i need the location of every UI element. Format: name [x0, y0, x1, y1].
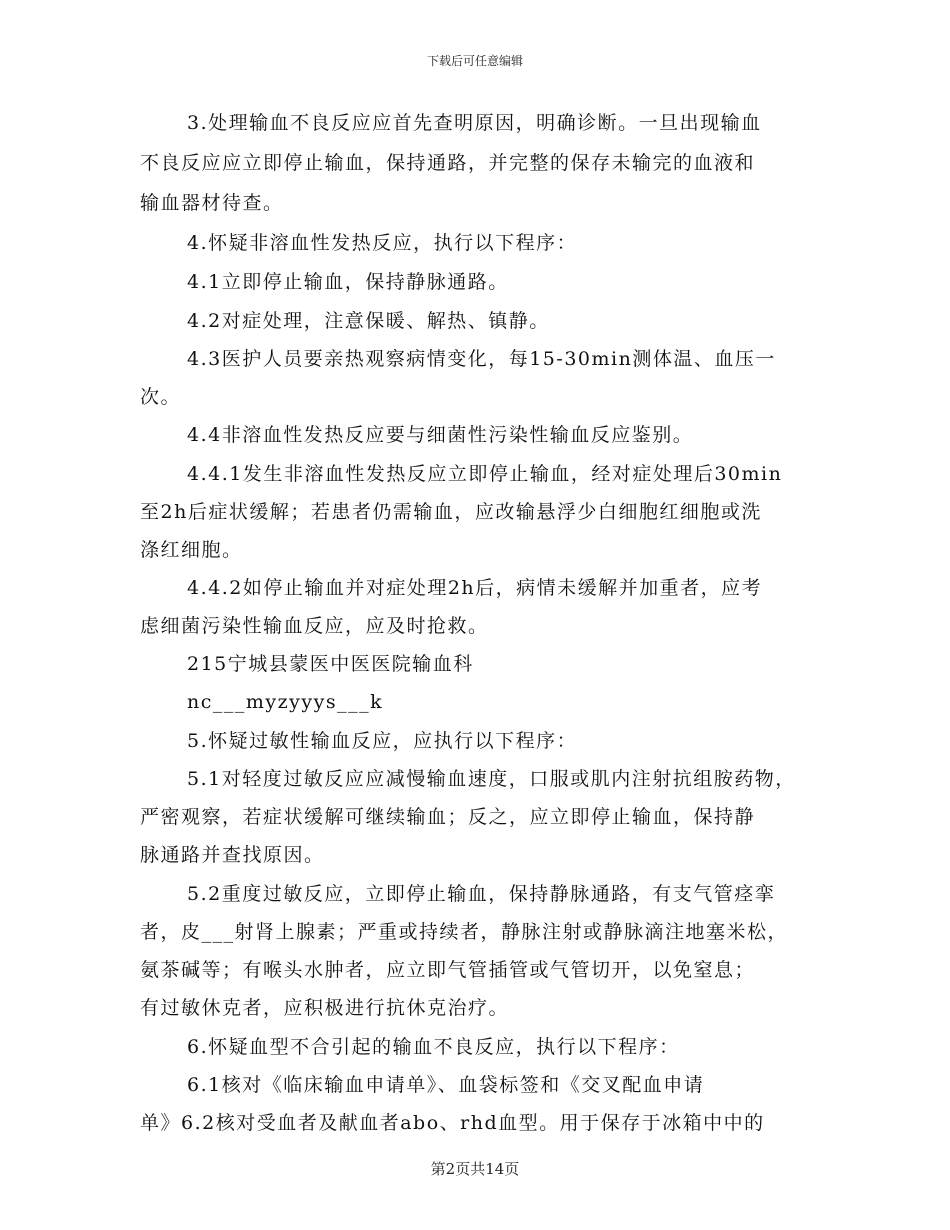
- paragraph-line: 3.处理输血不良反应应首先查明原因，明确诊断。一旦出现输血: [187, 112, 762, 134]
- paragraph-line: 215宁城县蒙医中医医院输血科: [187, 653, 474, 675]
- paragraph-line: 6.1核对《临床输血申请单》、血袋标签和《交叉配血申请: [187, 1074, 705, 1096]
- paragraph-line: 脉通路并查找原因。: [140, 844, 325, 866]
- paragraph-line: 4.1立即停止输血，保持静脉通路。: [187, 271, 509, 293]
- page-header: 下载后可任意编辑: [426, 54, 523, 68]
- paragraph-line: 严密观察，若症状缓解可继续输血；反之，应立即停止输血，保持静: [140, 806, 756, 828]
- paragraph-line: 输血器材待查。: [140, 192, 284, 214]
- paragraph-line: 者，皮___射肾上腺素；严重或持续者，静脉注射或静脉滴注地塞米松，: [140, 921, 789, 943]
- paragraph-line: 4.4.2如停止输血并对症处理2h后，病情未缓解并加重者，应考: [187, 577, 763, 599]
- paragraph-line: 单》6.2核对受血者及献血者abo、rhd血型。用于保存于冰箱中中的: [140, 1112, 765, 1134]
- paragraph-line: 4.4非溶血性发热反应要与细菌性污染性输血反应鉴别。: [187, 424, 694, 446]
- paragraph-line: 4.怀疑非溶血性发热反应，执行以下程序：: [187, 232, 578, 254]
- paragraph-line: 涤红细胞。: [140, 539, 243, 561]
- paragraph-line: 有过敏休克者，应积极进行抗休克治疗。: [140, 997, 510, 1019]
- paragraph-line: 不良反应应立即停止输血，保持通路，并完整的保存未输完的血液和: [140, 152, 756, 174]
- paragraph-line: 5.2重度过敏反应，立即停止输血，保持静脉通路，有支气管痉挛: [187, 883, 776, 905]
- paragraph-line: 5.怀疑过敏性输血反应，应执行以下程序：: [187, 730, 578, 752]
- page-footer: 第2页共14页: [430, 1160, 520, 1178]
- paragraph-line: 4.2对症处理，注意保暖、解热、镇静。: [187, 310, 550, 332]
- paragraph-line: 虑细菌污染性输血反应，应及时抢救。: [140, 615, 489, 637]
- paragraph-line: 6.怀疑血型不合引起的输血不良反应，执行以下程序：: [187, 1036, 680, 1058]
- paragraph-line: 至2h后症状缓解；若患者仍需输血，应改输悬浮少白细胞红细胞或洗: [140, 501, 762, 523]
- paragraph-line: 4.4.1发生非溶血性发热反应立即停止输血，经对症处理后30min: [187, 463, 783, 485]
- paragraph-line: 氨茶碱等；有喉头水肿者，应立即气管插管或气管切开，以免窒息；: [140, 959, 756, 981]
- paragraph-line: nc___myzyyys___k: [187, 691, 384, 713]
- paragraph-line: 次。: [140, 386, 182, 408]
- paragraph-line: 5.1对轻度过敏反应应减慢输血速度，口服或肌内注射抗组胺药物，: [187, 768, 796, 790]
- paragraph-line: 4.3医护人员要亲热观察病情变化，每15-30min测体温、血压一: [187, 348, 776, 370]
